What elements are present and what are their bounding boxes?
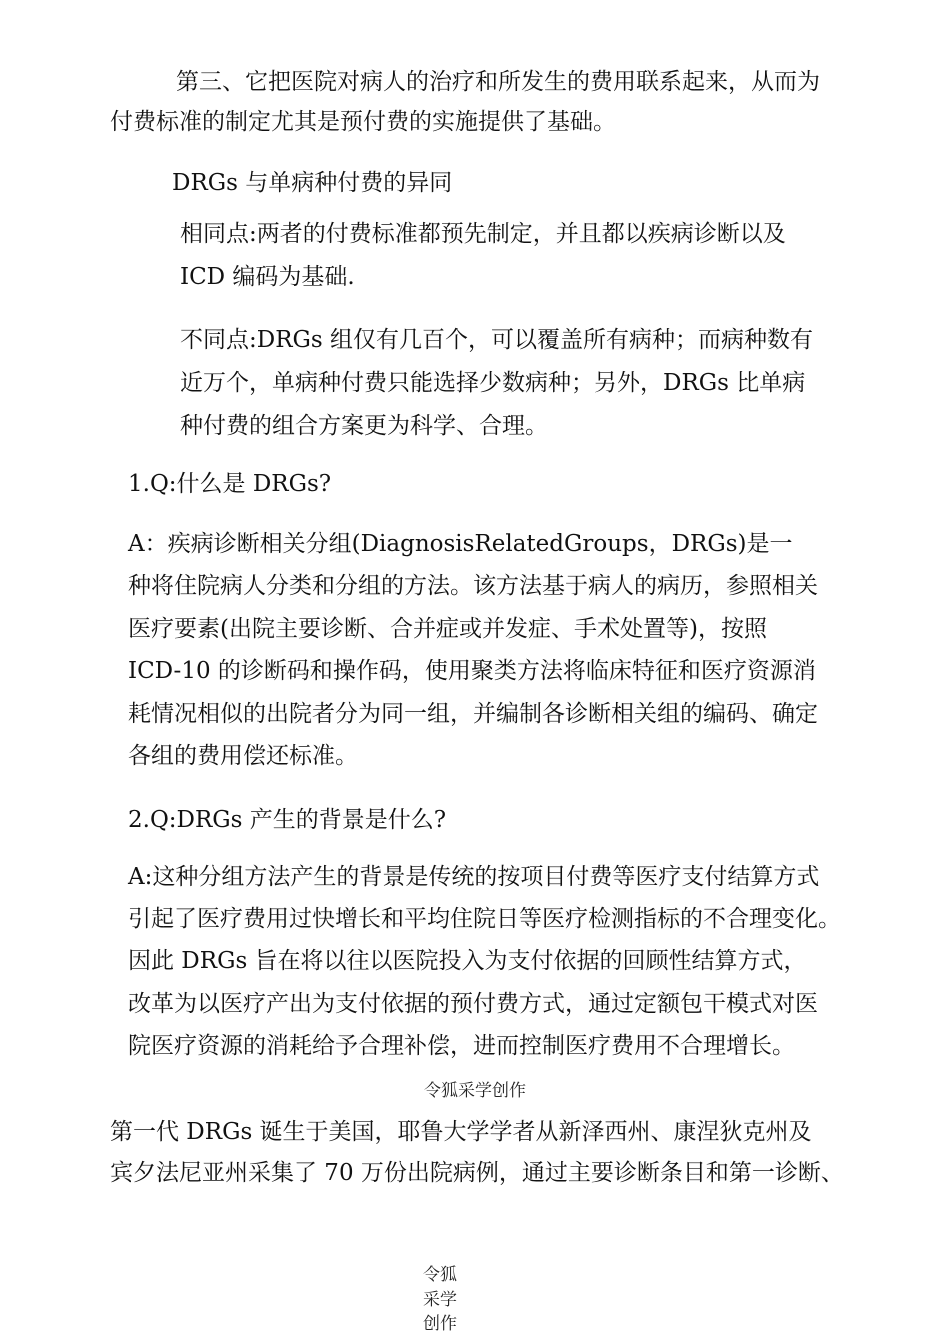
- paragraph-line: 宾夕法尼亚州采集了 70 万份出院病例，通过主要诊断条目和第一诊断、: [110, 1160, 844, 1186]
- answer-2-line: 改革为以医疗产出为支付依据的预付费方式，通过定额包干模式对医: [128, 991, 818, 1017]
- diff-point-line: 种付费的组合方案更为科学、合理。: [180, 413, 548, 439]
- footer-text: 令狐: [423, 1265, 457, 1285]
- answer-1-line: 医疗要素(出院主要诊断、合并症或并发症、手术处置等)，按照: [128, 616, 767, 642]
- same-point-line: ICD 编码为基础.: [180, 264, 355, 290]
- answer-2-line: 院医疗资源的消耗给予合理补偿，进而控制医疗费用不合理增长。: [128, 1033, 795, 1059]
- question-1: 1.Q:什么是 DRGs?: [128, 471, 332, 497]
- diff-point-line: 近万个，单病种付费只能选择少数病种；另外，DRGs 比单病: [180, 370, 806, 396]
- answer-1-line: 耗情况相似的出院者分为同一组，并编制各诊断相关组的编码、确定: [128, 701, 818, 727]
- answer-1-line: 种将住院病人分类和分组的方法。该方法基于病人的病历，参照相关: [128, 573, 818, 599]
- footer-text: 采学: [423, 1290, 457, 1310]
- diff-point-line: 不同点:DRGs 组仅有几百个，可以覆盖所有病种；而病种数有: [180, 327, 813, 353]
- section-heading: DRGs 与单病种付费的异同: [172, 170, 453, 196]
- answer-1-line: ICD-10 的诊断码和操作码，使用聚类方法将临床特征和医疗资源消: [128, 658, 816, 684]
- footer-text: 创作: [423, 1314, 457, 1334]
- watermark-text: 令狐采学创作: [424, 1081, 526, 1101]
- answer-2-line: 引起了医疗费用过快增长和平均住院日等医疗检测指标的不合理变化。: [128, 906, 841, 932]
- answer-2-line: A:这种分组方法产生的背景是传统的按项目付费等医疗支付结算方式: [128, 864, 820, 890]
- paragraph-line: 第一代 DRGs 诞生于美国，耶鲁大学学者从新泽西州、康涅狄克州及: [110, 1119, 812, 1145]
- answer-1-line: A：疾病诊断相关分组(DiagnosisRelatedGroups，DRGs)是一: [128, 531, 793, 557]
- paragraph-line: 付费标准的制定尤其是预付费的实施提供了基础。: [110, 109, 616, 135]
- answer-2-line: 因此 DRGs 旨在将以往以医院投入为支付依据的回顾性结算方式，: [128, 948, 807, 974]
- question-2: 2.Q:DRGs 产生的背景是什么?: [128, 807, 447, 833]
- answer-1-line: 各组的费用偿还标准。: [128, 743, 358, 769]
- paragraph-line: 第三、它把医院对病人的治疗和所发生的费用联系起来，从而为: [176, 69, 820, 95]
- same-point-line: 相同点:两者的付费标准都预先制定，并且都以疾病诊断以及: [180, 221, 786, 247]
